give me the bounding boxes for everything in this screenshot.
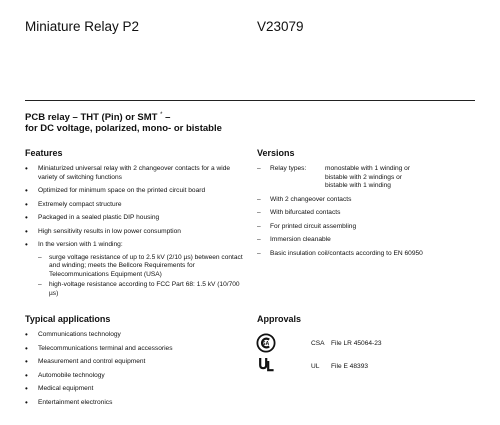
approval-agency: UL — [311, 363, 320, 370]
document-title — [25, 110, 222, 134]
versions-heading: Versions — [257, 148, 295, 158]
versions-list — [257, 165, 477, 258]
ul-recognized-logo-icon — [258, 357, 275, 372]
feature-item — [25, 241, 247, 298]
approvals-heading: Approvals — [257, 314, 302, 324]
application-item: • Entertainment electronics — [25, 399, 247, 408]
feature-item: • Optimized for minimum space on the printed circuit board — [25, 187, 247, 196]
relay-type: bistable with 2 windings or — [325, 173, 402, 181]
csa-logo-icon — [256, 333, 276, 353]
application-item: • Communications technology — [25, 331, 247, 340]
approval-csa — [311, 340, 382, 347]
version-item: – With 2 changeover contacts — [257, 196, 477, 205]
features-list — [25, 165, 247, 298]
application-item: • Medical equipment — [25, 385, 247, 394]
applications-section — [25, 314, 247, 407]
version-item: – Immersion cleanable — [257, 236, 477, 245]
feature-item: • Packaged in a sealed plastic DIP housing — [25, 214, 247, 223]
feature-item: • Extremely compact structure — [25, 201, 247, 210]
feature-item-label: In the version with 1 winding: — [38, 241, 123, 248]
relay-type: monostable with 1 winding or — [325, 165, 411, 172]
applications-list — [25, 331, 247, 407]
svg-text:SA: SA — [261, 341, 270, 348]
title-line-1: PCB relay – THT (Pin) or SMT — [25, 112, 158, 124]
version-item: – With bifurcated contacts — [257, 209, 477, 218]
part-number: V23079 — [257, 19, 304, 34]
feature-sub-list — [38, 254, 247, 299]
features-section — [25, 148, 247, 300]
relay-types-label: – Relay types: — [270, 165, 307, 172]
application-item: • Measurement and control equipment — [25, 358, 247, 367]
section-divider — [25, 100, 475, 101]
title-line-2: for DC voltage, polarized, mono- or bistable — [25, 123, 222, 135]
versions-section — [257, 148, 477, 258]
version-item: – Basic insulation coil/contacts according to EN 60950 — [257, 250, 477, 259]
feature-sub-item: – high-voltage resistance according to FCC Part 68: 1.5 kV (10/700 µs) — [38, 281, 247, 298]
feature-item: • Miniaturized universal relay with 2 changeover contacts for a wide variety of switching functions — [25, 165, 247, 182]
version-item: – For printed circuit assembling — [257, 223, 477, 232]
product-name: Miniature Relay P2 — [25, 19, 140, 34]
approval-agency: CSA — [311, 340, 325, 347]
applications-heading: Typical applications — [25, 314, 111, 324]
title-footnote-marker: * — [160, 112, 163, 118]
application-item: • Automobile technology — [25, 372, 247, 381]
approval-ul — [311, 363, 368, 370]
features-heading: Features — [25, 148, 63, 158]
relay-type: bistable with 1 winding — [325, 182, 391, 189]
approvals-section — [257, 314, 301, 324]
feature-item: • High sensitivity results in low power consumption — [25, 228, 247, 237]
application-item: • Telecommunications terminal and accessories — [25, 345, 247, 354]
version-item-relay-types — [257, 165, 477, 191]
feature-sub-item: – surge voltage resistance of up to 2.5 kV (2/10 µs) between contact and winding; meets the Bellcore Requirements for Telecommunications Equipment (USA) — [38, 254, 247, 280]
approval-file: File E 48393 — [331, 363, 369, 370]
title-line-1-end: – — [162, 112, 171, 124]
approval-file: File LR 45064-23 — [331, 340, 382, 347]
